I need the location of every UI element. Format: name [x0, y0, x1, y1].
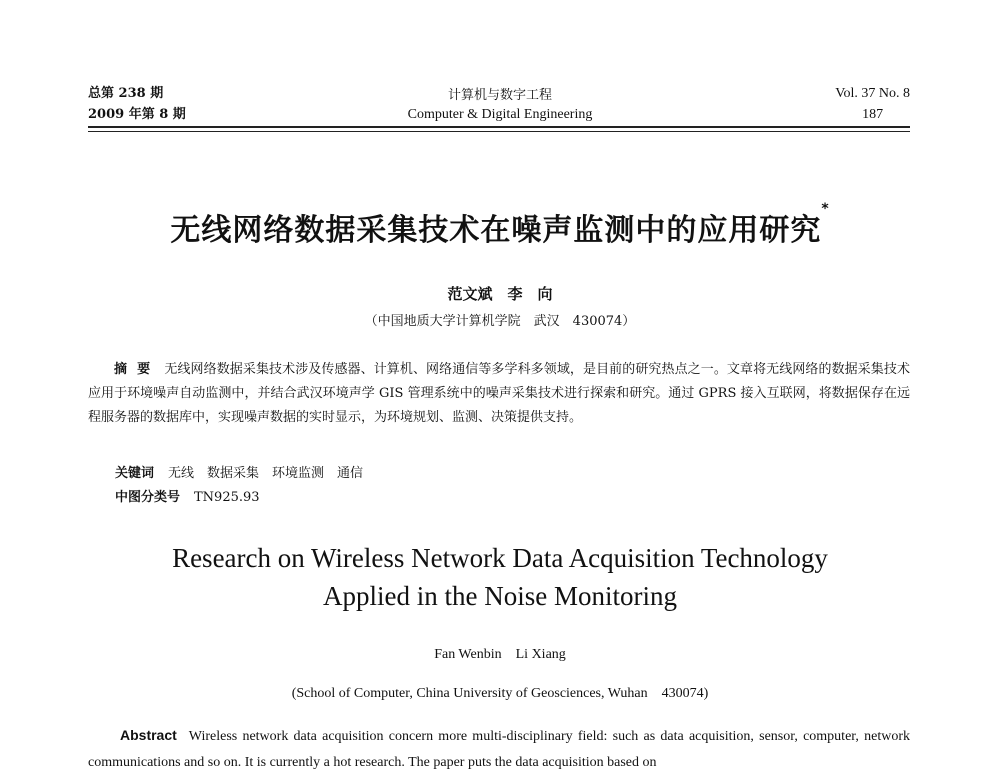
abstract-text-en: Wireless network data acquisition concern more multi-disciplinary field: such as data acquisition, sensor, computer, network communications and so on. It is currently a hot research. The paper puts the data acquisition based on: [88, 729, 910, 770]
header-rule-thin: [88, 131, 910, 132]
keywords: [115, 463, 363, 485]
authors-en: Fan Wenbin Li Xiang: [434, 647, 566, 662]
journal-name-en: Computer & Digital Engineering: [407, 107, 593, 122]
abstract-label-en: Abstract: [120, 727, 177, 743]
paper-title-en-line2: Applied in the Noise Monitoring: [323, 581, 677, 611]
keywords-label: 关键词: [115, 466, 155, 481]
title-footnote-mark: *: [821, 201, 830, 217]
total-issue: 总第 238 期: [88, 86, 164, 101]
classification: [115, 487, 260, 509]
page-number: 187: [862, 107, 884, 122]
volume-number: Vol. 37 No. 8: [835, 86, 910, 101]
affiliation-en: (School of Computer, China University of Geosciences, Wuhan 430074): [291, 686, 709, 701]
journal-name-zh: 计算机与数字工程: [447, 88, 552, 103]
authors-zh: 范文斌 李 向: [447, 285, 553, 303]
classification-code: TN925.93: [194, 490, 260, 505]
abstract-zh: [88, 358, 910, 430]
paper-title-zh: [0, 201, 1000, 249]
paper-title-zh-text: 无线网络数据采集技术在噪声监测中的应用研究: [170, 213, 822, 248]
affiliation-zh: （中国地质大学计算机学院 武汉 430074）: [364, 314, 636, 329]
paper-title-en-line1: Research on Wireless Network Data Acquisition Technology: [172, 543, 828, 573]
header-rule-thick: [88, 126, 910, 128]
year-issue: 2009 年第 8 期: [88, 107, 186, 122]
abstract-label-zh: 摘要: [114, 362, 161, 377]
keywords-text: 无线 数据采集 环境监测 通信: [168, 466, 364, 481]
paper-title-en: [0, 539, 1000, 615]
abstract-text-zh: 无线网络数据采集技术涉及传感器、计算机、网络通信等多学科多领域，是目前的研究热点之一。文章将无线网络的数据采集技术应用于环境噪声自动监测中，并结合武汉环境声学 GIS 管理系统中的噪声采集技术进行探索和研究。通过 GPRS 接入互联网，将数据保存在远程服务器的数据库中，实现噪声数据的实时显示，为环境规划、监测、决策提供支持。: [88, 362, 910, 425]
volume-info: [835, 83, 910, 125]
abstract-en: [88, 722, 910, 776]
classification-label: 中图分类号: [115, 490, 181, 505]
